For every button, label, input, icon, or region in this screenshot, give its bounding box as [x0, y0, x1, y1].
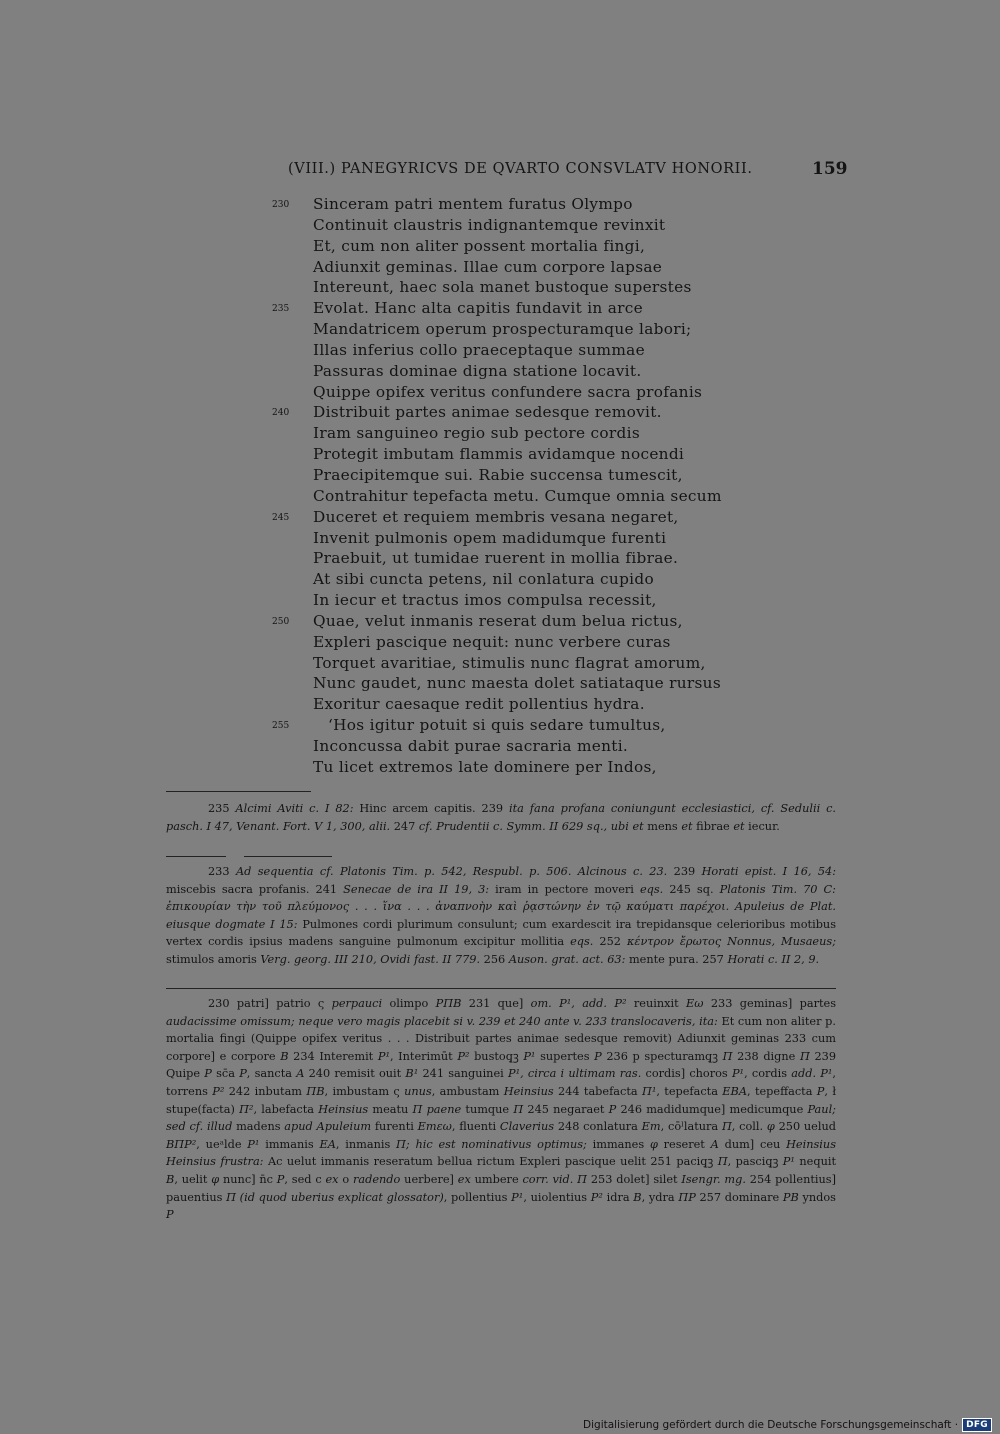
note-segment: , coll. [731, 1120, 767, 1134]
note-paragraph [166, 800, 836, 835]
note-segment: ex [457, 1172, 471, 1186]
verse-line [272, 529, 832, 550]
note-segment: om. P¹, add. P² [530, 997, 627, 1010]
verse-line [272, 549, 832, 570]
page-number: 159 [812, 159, 848, 179]
verse-text: Distribuit partes animae sedesque removit. [313, 403, 662, 422]
verse-text: Duceret et requiem membris vesana negaret, [313, 507, 679, 526]
note-segment: PB [782, 1190, 799, 1204]
note-segment: , uelit [174, 1172, 212, 1186]
verse-text: Invenit pulmonis opem madidumque furenti [313, 528, 667, 547]
note-segment: Heinsius Heinsius frustra: [166, 1137, 836, 1169]
verse-text: Intereunt, haec sola manet bustoque superstes [313, 278, 692, 297]
note-segment: 230 patri] patrio ς [208, 997, 332, 1010]
verse-line [272, 383, 832, 404]
verse-text: Quae, velut inmanis reserat dum belua rictus, [313, 611, 683, 630]
note-segment: olimpo [382, 997, 436, 1010]
note-segment: et [681, 819, 693, 833]
verse-line [272, 674, 832, 695]
note-segment: uerbere] [400, 1172, 458, 1186]
note-segment: Π¹ [641, 1084, 657, 1098]
note-segment: , cordis [744, 1067, 792, 1081]
note-segment: fibrae [692, 819, 734, 833]
note-segment: et [733, 819, 745, 833]
verse-line [272, 258, 832, 279]
note-segment: iram in pectore moveri [489, 882, 640, 896]
note-segment: immanes [586, 1137, 650, 1151]
note-segment: , uiolentius [523, 1190, 591, 1204]
note-segment: furenti [371, 1120, 418, 1134]
verse-line [272, 278, 832, 299]
rule-testimonia-end [166, 856, 226, 857]
verse-line [272, 195, 832, 216]
note-segment: P² [212, 1084, 225, 1098]
note-segment: Isengr. mg. [681, 1172, 746, 1186]
note-segment: , ydra [641, 1190, 679, 1204]
note-segment: Π [717, 1155, 728, 1169]
note-segment: Paul; sed cf. illud [166, 1102, 836, 1134]
verse-number: 245 [272, 512, 290, 523]
note-segment: 234 Interemit [288, 1049, 378, 1063]
note-segment: immanis [259, 1137, 320, 1151]
note-segment: Platonis Tim. 70 C: ἐπικουρίαν τὴν τοῦ πλεύμονος . . . ἵνα . . . ἀναπνοὴν καὶ ῥᾳστώνην ἐν τῷ καύματι παρέχοι. Apuleius de Plat. eiusque dogmate I 15: [166, 882, 836, 931]
note-segment: P¹ [523, 1049, 536, 1063]
verse-text: ‘Hos igitur potuit si quis sedare tumultus, [328, 716, 666, 735]
rule-testimonia-end-2 [244, 856, 332, 857]
verse-line [272, 341, 832, 362]
note-segment: , tepeffacta [747, 1084, 817, 1098]
note-segment: 233 geminas] partes [703, 997, 836, 1010]
verse-number: 230 [272, 200, 290, 210]
note-segment: iecur. [744, 819, 780, 833]
note-segment: Claverius [499, 1120, 555, 1134]
verse-text: Nunc gaudet, nunc maesta dolet satiataque rursus [313, 674, 721, 693]
note-segment: Heinsius [503, 1084, 554, 1098]
note-segment: P¹ [247, 1137, 260, 1151]
note-segment: , imbustam ς [324, 1084, 405, 1098]
note-segment: Π [722, 1049, 733, 1063]
note-segment: , torrens [166, 1067, 837, 1098]
note-segment: 239 [667, 865, 702, 878]
note-segment: 242 inbutam [224, 1084, 307, 1098]
note-segment: Alcimi Aviti c. I 82: [235, 802, 354, 815]
note-segment: 250 uelud [774, 1120, 836, 1134]
note-segment: o [338, 1172, 353, 1186]
note-segment: 233 [208, 865, 236, 878]
note-segment: Π [412, 1102, 423, 1116]
verse-text: In iecur et tractus imos compulsa recessit, [313, 591, 657, 610]
verse-text: Inconcussa dabit purae sacraria menti. [313, 736, 629, 755]
note-segment: Horati c. II 2, 9. [727, 952, 820, 966]
note-segment: Eω [686, 997, 704, 1010]
note-segment: B [166, 1172, 175, 1186]
note-segment: P¹ [782, 1155, 795, 1169]
note-segment: P [166, 1208, 174, 1222]
testimonia-notes [166, 800, 836, 835]
note-segment: 239 Quipe [166, 1049, 837, 1081]
note-segment: mens [643, 819, 682, 833]
verse-number: 255 [272, 721, 290, 732]
verse-text: At sibi cuncta petens, nil conlatura cupido [313, 570, 654, 589]
note-segment: Π; hic est nominativus optimus; [396, 1137, 587, 1151]
note-segment: Em [641, 1120, 661, 1134]
verse-text: Continuit claustris indignantemque revinxit [313, 215, 666, 234]
note-segment: madens [232, 1120, 285, 1134]
verse-text: Evolat. Hanc alta capitis fundavit in arce [313, 299, 643, 318]
verse-line [272, 654, 832, 675]
note-segment: P¹, circa i ultimam ras. [507, 1067, 642, 1081]
footer-credit: Digitalisierung gefördert durch die Deutsche Forschungsgemeinschaft · [583, 1419, 959, 1431]
note-segment: ita fana profana coniungunt ecclesiastici, cf. Sedulii c. pasch. I 47, Venant. Fort. V 1, 300, alii. [166, 802, 837, 833]
note-segment: 241 sanguinei [418, 1067, 508, 1081]
note-segment: Emεω [417, 1120, 452, 1134]
note-segment: Pulmones cordi plurimum consulunt; cum exardescit ira trepidansque celerioribus motibus vertex cordis ipsius madens sanguine pulmonum excipitur mollitia [166, 917, 836, 949]
note-segment: P¹ [377, 1049, 390, 1063]
note-paragraph [166, 995, 836, 1224]
note-segment: nunc] n̄c [219, 1172, 277, 1186]
note-segment: unus [404, 1084, 432, 1098]
note-segment: mente pura. 257 [625, 952, 728, 966]
note-segment: perpauci [331, 997, 383, 1010]
verse-line [272, 487, 832, 508]
note-segment: 236 p specturamq̧ꝫ [601, 1049, 723, 1063]
note-segment: P² [590, 1190, 603, 1204]
note-segment: 245 sq. [663, 882, 720, 896]
note-segment: P [276, 1172, 285, 1186]
note-segment: P¹ [511, 1190, 524, 1204]
note-segment: miscebis sacra profanis. 241 [166, 882, 344, 896]
note-segment: B [280, 1049, 289, 1063]
verse-text: Tu licet extremos late dominere per Indos, [313, 757, 657, 776]
note-segment: , sancta [246, 1067, 297, 1081]
note-segment: Ac uelut immanis reseratum bellua rictum Expleri pascique uelit 251 paciq̧ꝫ [263, 1155, 718, 1169]
note-segment: 231 que] [461, 997, 531, 1010]
note-segment: P [608, 1102, 617, 1116]
note-segment: P¹ [731, 1067, 745, 1081]
note-segment: nequit [794, 1155, 837, 1169]
critical-apparatus [166, 995, 836, 1224]
verse-number: 235 [272, 304, 290, 315]
note-segment: yndos [798, 1190, 836, 1204]
verse-line [272, 633, 832, 654]
verse-line [272, 237, 832, 258]
note-segment: bustoq̧ꝫ [469, 1049, 524, 1063]
note-segment: Horati epist. I 16, 54: [701, 865, 837, 878]
note-segment: supertes [535, 1049, 595, 1063]
note-segment: cf. Prudentii c. Symm. II 629 sq., ubi et [418, 819, 644, 833]
note-segment: 246 madidumque] medicumque [616, 1102, 808, 1116]
verse-number: 250 [272, 616, 290, 627]
note-segment: Heinsius [318, 1102, 369, 1116]
note-segment: apud Apuleium [284, 1120, 372, 1134]
note-segment: audacissime omissum; neque vero magis placebit si v. 239 et 240 ante v. 233 translocaveris, ita: [166, 1014, 718, 1028]
verse-line [272, 362, 832, 383]
verse-line [272, 299, 832, 320]
note-segment: φ [766, 1120, 775, 1134]
note-segment: 238 digne [732, 1049, 800, 1063]
note-segment: EBA [722, 1084, 748, 1098]
verse-text: Et, cum non aliter possent mortalia fingi, [313, 236, 646, 255]
page-header [0, 159, 1000, 183]
note-segment: 235 [208, 802, 236, 815]
verse-line [272, 424, 832, 445]
note-segment: add. P¹ [791, 1067, 833, 1081]
dfg-logo: DFG [962, 1418, 992, 1432]
note-segment: Π [513, 1102, 524, 1116]
verse-line [272, 737, 832, 758]
note-segment: Π [799, 1049, 810, 1063]
note-segment: P [816, 1084, 825, 1098]
note-segment: Π² [239, 1102, 254, 1116]
note-segment: , ambustam [431, 1084, 504, 1098]
verse-line [272, 403, 832, 424]
note-segment: , cōˡlatura [660, 1120, 722, 1134]
note-segment: P² [457, 1049, 470, 1063]
verse-number: 240 [272, 408, 290, 419]
verse-text: Protegit imbutam flammis avidamque nocendi [313, 445, 685, 464]
verse-line [272, 612, 832, 633]
verse-text: Quippe opifex veritus confundere sacra profanis [313, 382, 703, 401]
note-segment: Π (id quod uberius explicat glossator) [226, 1190, 444, 1204]
note-segment: , Interimūt [389, 1049, 458, 1063]
verse-text: Contrahitur tepefacta metu. Cumque omnia secum [313, 486, 722, 505]
note-segment: 248 conlatura [554, 1120, 642, 1134]
note-segment: 256 [480, 952, 509, 966]
note-segment: , pasciq̧ꝫ [727, 1155, 783, 1169]
note-segment: , fluenti [451, 1120, 500, 1134]
verse-text: Praecipitemque sui. Rabie succensa tumescit, [313, 465, 683, 484]
rule-sources-end [166, 988, 836, 989]
note-segment: umbere [470, 1172, 523, 1186]
note-segment: , sed c [284, 1172, 326, 1186]
note-segment: EA [319, 1137, 336, 1151]
verse-line [272, 591, 832, 612]
note-segment: , pollentius [443, 1190, 512, 1204]
note-segment: P [204, 1067, 212, 1081]
verse-text: Expleri pascique nequit: nunc verbere curas [313, 632, 671, 651]
note-segment: tumque [461, 1102, 514, 1116]
note-segment: cordis] choros [641, 1067, 732, 1081]
verse-line [272, 758, 832, 779]
note-segment: Hinc arcem capitis. 239 [353, 802, 509, 815]
note-segment: Auson. grat. act. 63: [508, 952, 626, 966]
verse-text: Exoritur caesaque redit pollentius hydra. [313, 695, 645, 714]
note-segment: φ [211, 1172, 220, 1186]
note-segment: A [296, 1067, 305, 1081]
note-segment: corr. vid. Π [522, 1172, 588, 1186]
note-segment: B [633, 1190, 642, 1204]
note-segment: φ [649, 1137, 658, 1151]
verse-line [272, 716, 832, 737]
note-segment: B¹ [405, 1067, 419, 1081]
note-segment: Et cum non aliter p. mortalia fingi (Quippe opifex veritus . . . Distribuit partes animae sedesque removit) Adiunxit geminas 233 cum corpore] e corpore [166, 1014, 836, 1063]
verse-text: Mandatricem operum prospecturamque labori; [313, 320, 692, 339]
note-segment: 253 dolet] silet [587, 1172, 682, 1186]
note-segment: 247 [390, 819, 419, 833]
note-segment: paene [426, 1102, 462, 1116]
note-segment: ΠP [678, 1190, 696, 1204]
note-segment: idra [602, 1190, 634, 1204]
verse-line [272, 508, 832, 529]
note-segment: ex [325, 1172, 339, 1186]
rule-poem-end [166, 791, 311, 792]
note-segment: , ł stupe(facta) [166, 1084, 837, 1116]
note-segment: stimulos amoris [166, 952, 261, 966]
note-segment: ΠB [306, 1084, 325, 1098]
note-segment: PΠB [435, 997, 462, 1010]
note-segment: P [239, 1067, 247, 1081]
note-segment: reuinxit [626, 997, 687, 1010]
note-segment: meatu [368, 1102, 413, 1116]
note-segment: 245 negaraet [523, 1102, 609, 1116]
note-segment: , labefacta [253, 1102, 319, 1116]
note-segment: eqs. [570, 935, 594, 949]
verse-text: Iram sanguineo regio sub pectore cordis [313, 424, 640, 443]
note-segment: , inmanis [335, 1137, 397, 1151]
note-segment: A [710, 1137, 719, 1151]
verse-text: Passuras dominae digna statione locavit. [313, 361, 642, 380]
verse-line [272, 466, 832, 487]
note-segment: sc̄a [211, 1067, 240, 1081]
verse-line [272, 695, 832, 716]
note-segment: 252 [593, 935, 627, 949]
note-segment: 240 remisit ouit [304, 1067, 406, 1081]
verse-text: Adiunxit geminas. Illae cum corpore lapsae [313, 257, 663, 276]
verse-line [272, 320, 832, 341]
note-segment: , tepefacta [656, 1084, 723, 1098]
note-segment: Ad sequentia cf. Platonis Tim. p. 542, Respubl. p. 506. Alcinous c. 23. [235, 865, 668, 878]
poem-text [272, 195, 832, 779]
note-segment: eqs. [639, 882, 664, 896]
source-notes [166, 863, 836, 969]
verse-line [272, 445, 832, 466]
verse-text: Praebuit, ut tumidae ruerent in mollia fibrae. [313, 549, 679, 568]
note-segment: 244 tabefacta [553, 1084, 642, 1098]
verse-text: Torquet avaritiae, stimulis nunc flagrat amorum, [313, 653, 706, 672]
note-segment: 257 dominare [695, 1190, 783, 1204]
verse-text: Illas inferius collo praeceptaque summae [313, 340, 645, 359]
running-head: (VIII.) PANEGYRICVS DE QVARTO CONSVLATV HONORII. [288, 161, 753, 177]
note-segment: P [594, 1049, 602, 1063]
note-segment: κέντρον ἔρωτος Nonnus, Musaeus; [626, 935, 836, 949]
verse-line [272, 216, 832, 237]
note-segment: Π [721, 1120, 732, 1134]
note-segment: radendo [352, 1172, 401, 1186]
verse-text: Sinceram patri mentem furatus Olympo [313, 195, 633, 213]
note-segment: BΠP² [166, 1137, 197, 1151]
note-segment: Senecae de ira II 19, 3: [343, 882, 490, 896]
note-segment: 254 pollentius] pauentius [166, 1172, 836, 1204]
verse-line [272, 570, 832, 591]
note-paragraph [166, 863, 836, 969]
note-segment: , ueᵃlde [196, 1137, 248, 1151]
page-footer [583, 1418, 992, 1432]
note-segment: Verg. georg. III 210, Ovidi fast. II 779. [260, 952, 481, 966]
note-segment: dum] ceu [718, 1137, 787, 1151]
note-segment: reseret [657, 1137, 711, 1151]
